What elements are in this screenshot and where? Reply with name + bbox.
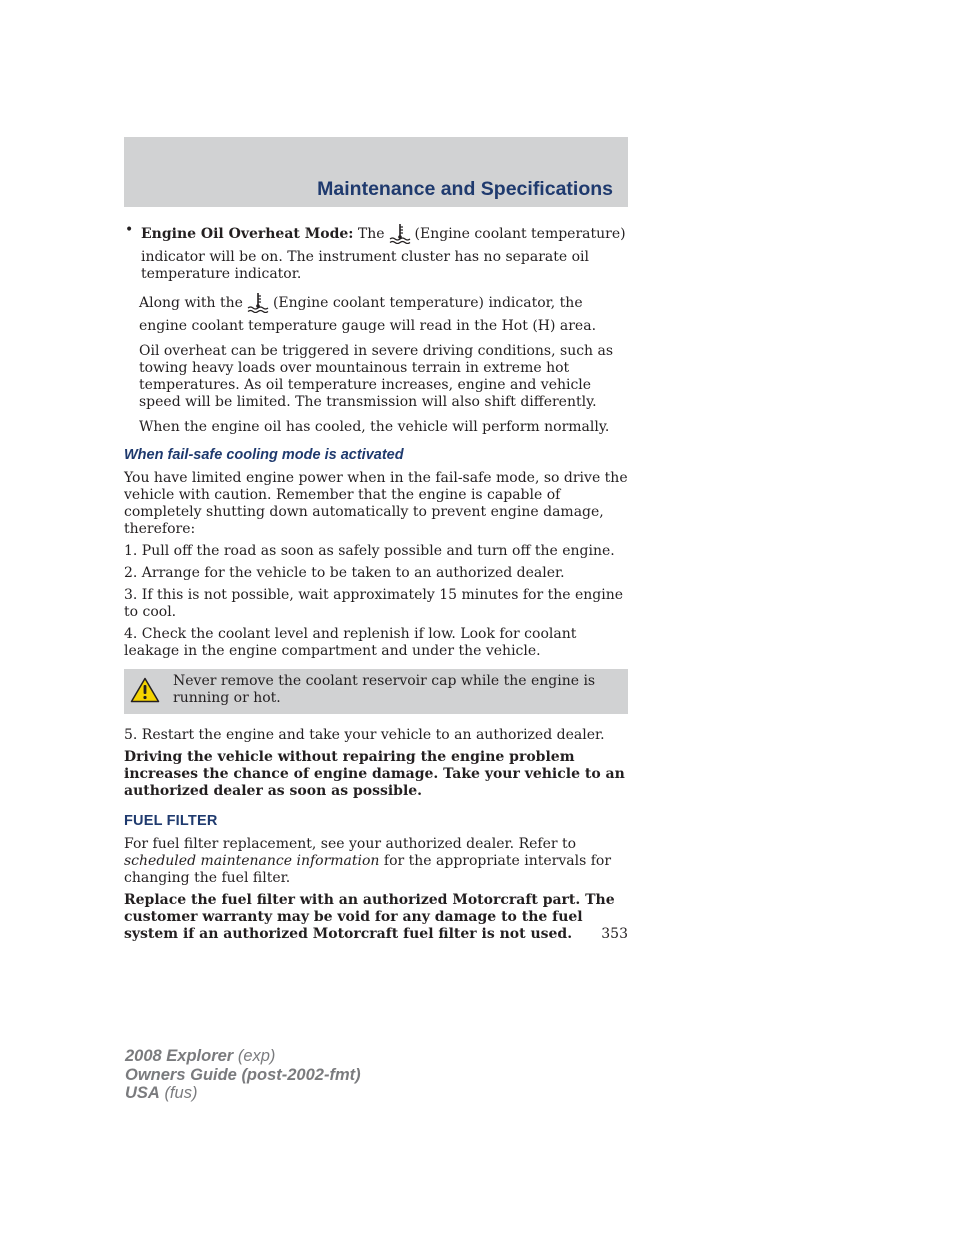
fuel-filter-heading: FUEL FILTER (124, 813, 218, 829)
failsafe-step-3: 3. If this is not possible, wait approximately 15 minutes for the engine to cool. (124, 587, 624, 620)
footer-model-code: (exp) (237, 1047, 276, 1065)
failsafe-step-5: 5. Restart the engine and take your vehicle to an authorized dealer. (124, 727, 605, 743)
oil-overheat-text-before-icon: The (357, 226, 385, 242)
failsafe-step-2: 2. Arrange for the vehicle to be taken to an authorized dealer. (124, 565, 565, 581)
document-footer (125, 1047, 361, 1103)
footer-line-3 (125, 1084, 361, 1103)
scheduled-maintenance-reference: scheduled maintenance information (124, 853, 380, 869)
fuel-filter-text-after-link: for the appropriate intervals for changing the fuel filter. (124, 853, 612, 886)
footer-model: 2008 Explorer (125, 1047, 234, 1065)
page-content (124, 222, 628, 948)
para2-text-before-icon: Along with the (139, 295, 243, 311)
page-number: 353 (601, 926, 628, 942)
oil-overheat-label: Engine Oil Overheat Mode: (141, 226, 354, 242)
coolant-temperature-icon (389, 222, 411, 249)
footer-line-1 (125, 1047, 361, 1066)
failsafe-bold-note: Driving the vehicle without repairing the engine problem increases the chance of engine damage. Take your vehicle to an authorized dealer as soon as possible. (124, 749, 625, 799)
fuel-filter-text (124, 836, 628, 887)
coolant-temperature-icon (247, 291, 269, 318)
bullet-marker: • (125, 222, 134, 238)
footer-line-2: Owners Guide (post-2002-fmt) (125, 1065, 361, 1084)
para2-text-after-icon: (Engine coolant temperature) indicator, the engine coolant temperature gauge will read in the Hot (H) area. (139, 295, 597, 334)
footer-region: USA (125, 1084, 160, 1102)
section-header-band (124, 137, 628, 207)
oil-overheat-text-after-icon: (Engine coolant temperature) indicator will be on. The instrument cluster has no separate oil temperature indicator. (141, 226, 626, 282)
warning-triangle-icon (130, 677, 160, 703)
fuel-filter-text-before-link: For fuel filter replacement, see your authorized dealer. Refer to (124, 836, 577, 852)
failsafe-step-1: 1. Pull off the road as soon as safely possible and turn off the engine. (124, 543, 615, 559)
oil-overheat-para-3: Oil overheat can be triggered in severe driving conditions, such as towing heavy loads over mountainous terrain in extreme hot temperatures. As oil temperature increases, engine and vehicle speed will be limited. The transmission will also shift differently. (139, 343, 614, 410)
section-title: Maintenance and Specifications (317, 178, 613, 200)
oil-overheat-bullet (124, 222, 628, 283)
failsafe-heading: When fail-safe cooling mode is activated (124, 447, 404, 463)
oil-overheat-para-4: When the engine oil has cooled, the vehicle will perform normally. (139, 419, 610, 435)
warning-text: Never remove the coolant reservoir cap while the engine is running or hot. (173, 673, 596, 706)
oil-overheat-para-2 (139, 291, 628, 335)
oil-overheat-text (141, 222, 628, 283)
fuel-filter-bold-note: Replace the fuel filter with an authorized Motorcraft part. The customer warranty may be void for any damage to the fuel system if an authorized Motorcraft fuel filter is not used. (124, 892, 615, 942)
footer-region-code: (fus) (164, 1084, 198, 1102)
failsafe-intro: You have limited engine power when in the fail-safe mode, so drive the vehicle with caution. Remember that the engine is capable of completely shutting down automatically to prevent engine damage, therefore: (124, 470, 628, 537)
failsafe-step-4: 4. Check the coolant level and replenish if low. Look for coolant leakage in the engine compartment and under the vehicle. (124, 626, 577, 659)
warning-box (124, 669, 628, 714)
